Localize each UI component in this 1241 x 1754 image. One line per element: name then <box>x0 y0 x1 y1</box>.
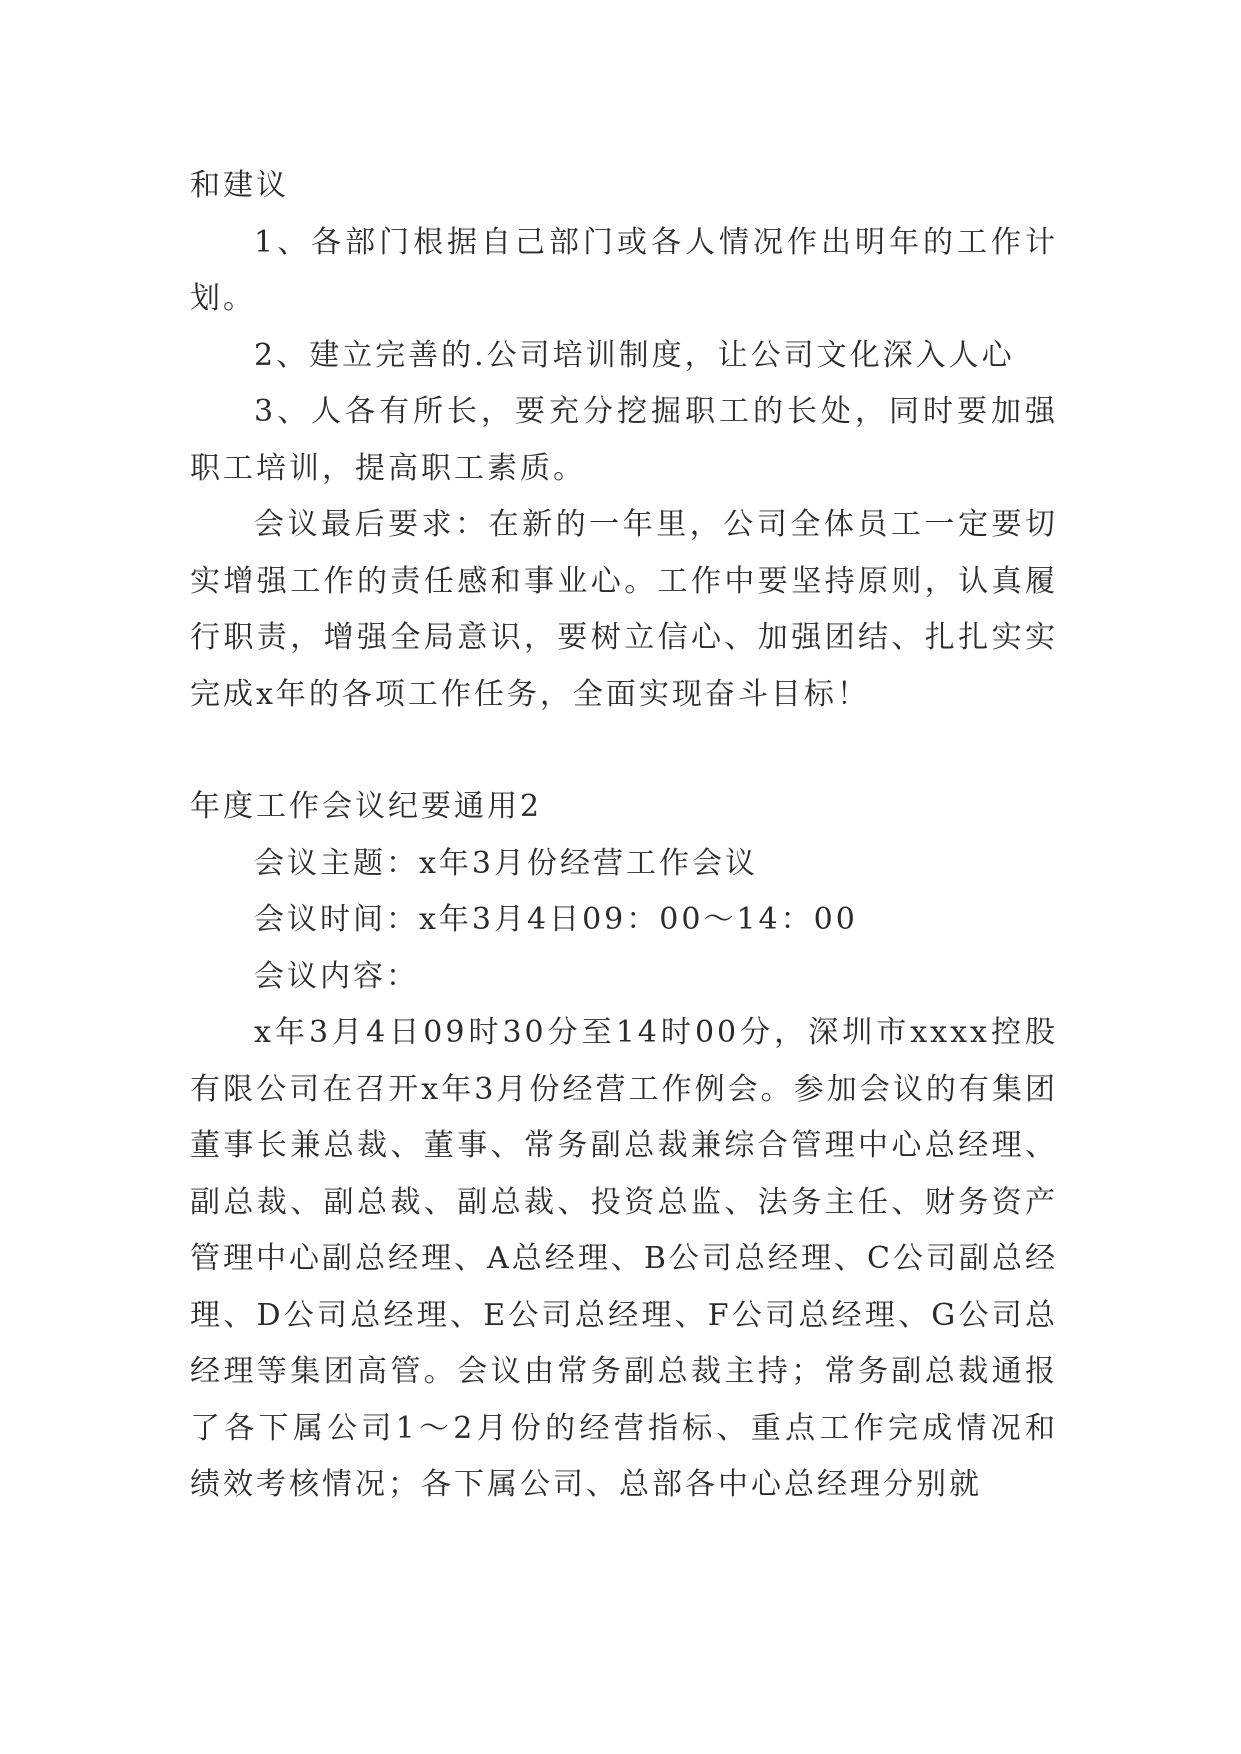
section-spacer <box>190 723 1058 779</box>
paragraph-item-2: 2、建立完善的.公司培训制度，让公司文化深入人心 <box>254 337 1015 373</box>
paragraph-item-3: 3、人各有所长，要充分挖掘职工的长处，同时要加强职工培训，提高职工素质。 <box>190 394 1058 486</box>
meeting-content-label: 会议内容： <box>254 958 419 994</box>
section-title: 年度工作会议纪要通用2 <box>190 789 543 824</box>
document-body <box>190 158 1058 1514</box>
paragraph-continuation: 和建议 <box>190 168 289 203</box>
meeting-topic: 会议主题：x年3月份经营工作会议 <box>254 845 759 881</box>
meeting-time: 会议时间：x年3月4日09：00～14：00 <box>254 902 858 937</box>
meeting-content-body: x年3月4日09时30分至14时00分，深圳市xxxx控股有限公司在召开x年3月份经营工作例会。参加会议的有集团董事长兼总裁、董事、常务副总裁兼综合管理中心总经理、副总裁、副总裁、副总裁、投资总监、法务主任、财务资产管理中心副总经理、A总经理、B公司总经理、C公司副总经理、D公司总经理、E公司总经理、F公司总经理、G公司总经理等集团高管。会议由常务副总裁主持；常务副总裁通报了各下属公司1～2月份的经营指标、重点工作完成情况和绩效考核情况；各下属公司、总部各中心总经理分别就 <box>190 1015 1058 1502</box>
paragraph-closing-requirement: 会议最后要求：在新的一年里，公司全体员工一定要切实增强工作的责任感和事业心。工作中要坚持原则，认真履行职责，增强全局意识，要树立信心、加强团结、扎扎实实完成x年的各项工作任务，全面实现奋斗目标！ <box>190 507 1058 712</box>
paragraph-item-1: 1、各部门根据自己部门或各人情况作出明年的工作计划。 <box>190 224 1058 316</box>
